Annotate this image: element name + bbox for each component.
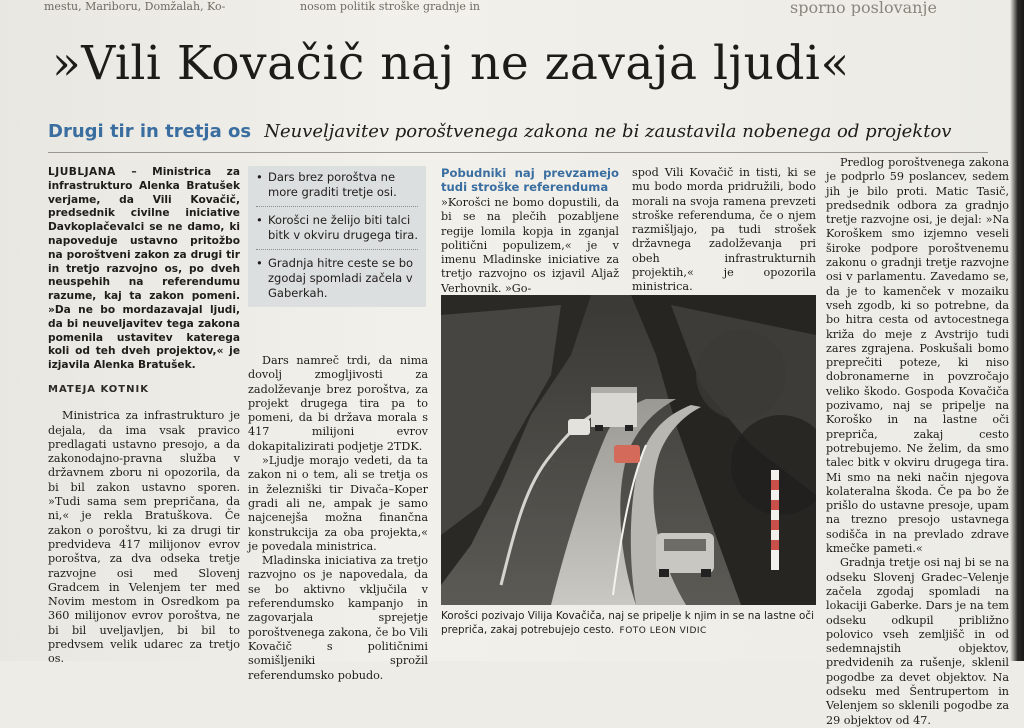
column-1-body: Ministrica za infrastrukturo je dejala, da ima vsak pravico predlagati ustavno presojo, a da zakonodajno-pravna služba v državnem zboru ni opozorila, da bi bil zakon ustavno sporen. »Tudi sama sem prepričana, da ni,« je rekla Bratuškova. Če zakon o poroštvu, ki za drugi tir predvideva 417 milijonov evrov poroštva, za dva odseka tretje razvojne osi med Slovenj Gradcem in Velenjem ter med Novim mestom in Osredkom pa 360 milijonov evrov poroštva, ne bi bil uveljavljen, bi bil to predvsem velik udarec za tretjo os. bbox=[48, 409, 240, 666]
caption-text: Korošci pozivajo Vilija Kovačiča, naj se pripelje k njim in se na lastne oči prepriča, zakaj potrebujejo cesto. bbox=[441, 610, 814, 636]
deck-kicker: Drugi tir in tretja os bbox=[48, 121, 252, 142]
column-2-paragraph-2: »Ljudje morajo vedeti, da ta zakon ni o tem, ali se tretja os in železniški tir Divača–Koper gradi ali ne, ampak je samo najcenejša možna finančna konstrukcija za oba projekta,« je povedala ministrica. bbox=[248, 454, 428, 553]
column-4 bbox=[632, 166, 816, 295]
column-3 bbox=[441, 166, 619, 296]
lead-text: – Ministrica za infrastrukturo Alenka Bratušek verjame, da Vili Kovačič, predsednik civilne iniciative Davkoplačevalci se ne damo, ki napoveduje ustavno pritožbo na poroštveni zakon za drugi tir in tretjo razvojno os, po dveh neuspehih na referendumu razume, kaj ta zakon pomeni. »Da ne bo mordazavajal ljudi, da bi neuveljavitev tega zakona pomenila ustavitev katerega koli od teh dveh projektov,« je izjavila Alenka Bratušek. bbox=[48, 166, 240, 372]
headline-divider bbox=[48, 152, 988, 153]
strip-text-mid: nosom politik stroške gradnje in bbox=[300, 0, 480, 13]
column-5-body: Predlog poroštvenega zakona je podprlo 59 poslancev, sedem jih je bilo proti. Matic Tasič, predsednik odbora za gradnjo tretje razvojne osi, je dejal: »Na Koroškem smo izjemno veseli široke podpore poroštvenemu zakonu o gradnji tretje razvojne osi v parlamentu. Zavedamo se, da je to kamenček v mozaiku vseh zgodb, ki so potrebne, da bo hitra cesta od avtocestnega križa do meje z Avstrijo tudi zares zgrajena. Poskušali bomo preprečiti poteze, ki niso dobronamerne in povzročajo veliko škodo. Gospoda Kovačiča pozivamo, naj se pripelje na Koroško in na lastne oči prepriča, zakaj cesto potrebujemo. Ne želim, da smo talec bitk v okviru drugega tira. Mi smo na neki način njegova kolateralna škoda. Če pa bo že prišlo do ustavne presoje, upam na trezno presojo ustavnega sodišča in na prevlado zdrave kmečke pameti.« bbox=[826, 156, 1009, 556]
photo-credit: FOTO LEON VIDIC bbox=[619, 626, 707, 636]
column-1 bbox=[48, 166, 240, 667]
summary-box bbox=[248, 166, 426, 307]
strip-text-right: sporno poslovanje bbox=[790, 0, 937, 16]
road-photo-illustration bbox=[441, 295, 816, 605]
column-2-paragraph-3: Mladinska iniciativa za tretjo razvojno os je napovedala, da se bo aktivno vključila v referendumsko kampanjo in zagovarjala sprejetje poroštvenega zakona, če bo Vili Kovačič s političnimi somišljeniki sprožil referendumsko pobudo. bbox=[248, 554, 428, 682]
summary-item: • Gradnja hitre ceste se bo zgodaj spomladi začela v Gaberkah. bbox=[256, 256, 418, 301]
summary-item: • Dars brez poroštva ne more graditi tretje osi. bbox=[256, 170, 418, 207]
headline: »Vili Kovačič naj ne zavaja ljudi« bbox=[52, 36, 850, 91]
article-photo bbox=[441, 295, 816, 605]
subheading: Pobudniki naj prevzamejo tudi stroške referenduma bbox=[441, 166, 619, 194]
column-3-body: »Korošci ne bomo dopustili, da bi se na plečih pozabljene regije lomila kopja in zganjal politični populizem,« je v imenu Mladinske iniciative za tretjo razvojno os izjavil Aljaž Verhovnik. »Go- bbox=[441, 196, 619, 295]
column-2-body: Dars namreč trdi, da nima dovolj zmogljivosti za zadolževanje brez poroštva, za projekt drugega tira pa to pomeni, da bi država morala s 417 milijoni evrov dokapitalizirati podjetje 2TDK. bbox=[248, 354, 428, 453]
strip-text-left: mestu, Mariboru, Domžalah, Ko- bbox=[44, 0, 226, 13]
byline: MATEJA KOTNIK bbox=[48, 383, 149, 395]
page-edge-shadow bbox=[1010, 0, 1024, 661]
deck-text: Neuveljavitev poroštvenega zakona ne bi zaustavila nobenega od projektov bbox=[264, 121, 952, 142]
lead-paragraph bbox=[48, 166, 240, 373]
previous-article-strip bbox=[0, 0, 1024, 16]
summary-item: • Korošci ne želijo biti talci bitk v okviru drugega tira. bbox=[256, 213, 418, 250]
column-5 bbox=[826, 156, 1009, 728]
column-4-body: spod Vili Kovačič in tisti, ki se mu bodo morda pridružili, bodo morali na svoja ramena prevzeti stroške referenduma, če o njem razmišljajo, pa tudi strošek državnega zadolževanja pri obeh infrastrukturnih projektih,« je opozorila ministrica. bbox=[632, 166, 816, 294]
dateline: LJUBLJANA bbox=[48, 166, 116, 178]
column-2 bbox=[248, 354, 428, 683]
deck bbox=[48, 121, 951, 142]
photo-caption bbox=[441, 609, 816, 638]
column-5-paragraph-2: Gradnja tretje osi naj bi se na odseku Slovenj Gradec–Velenje začela zgodaj spomladi na lokaciji Gaberke. Dars je na tem odseku odkupil približno polovico vseh zemljišč in od sedemnajstih objektov, predvidenih za rušenje, sklenil pogodbe za devet objektov. Na odseku med Šentrupertom in Velenjem so sklenili pogodbe za 29 objektov od 47. bbox=[826, 556, 1009, 727]
